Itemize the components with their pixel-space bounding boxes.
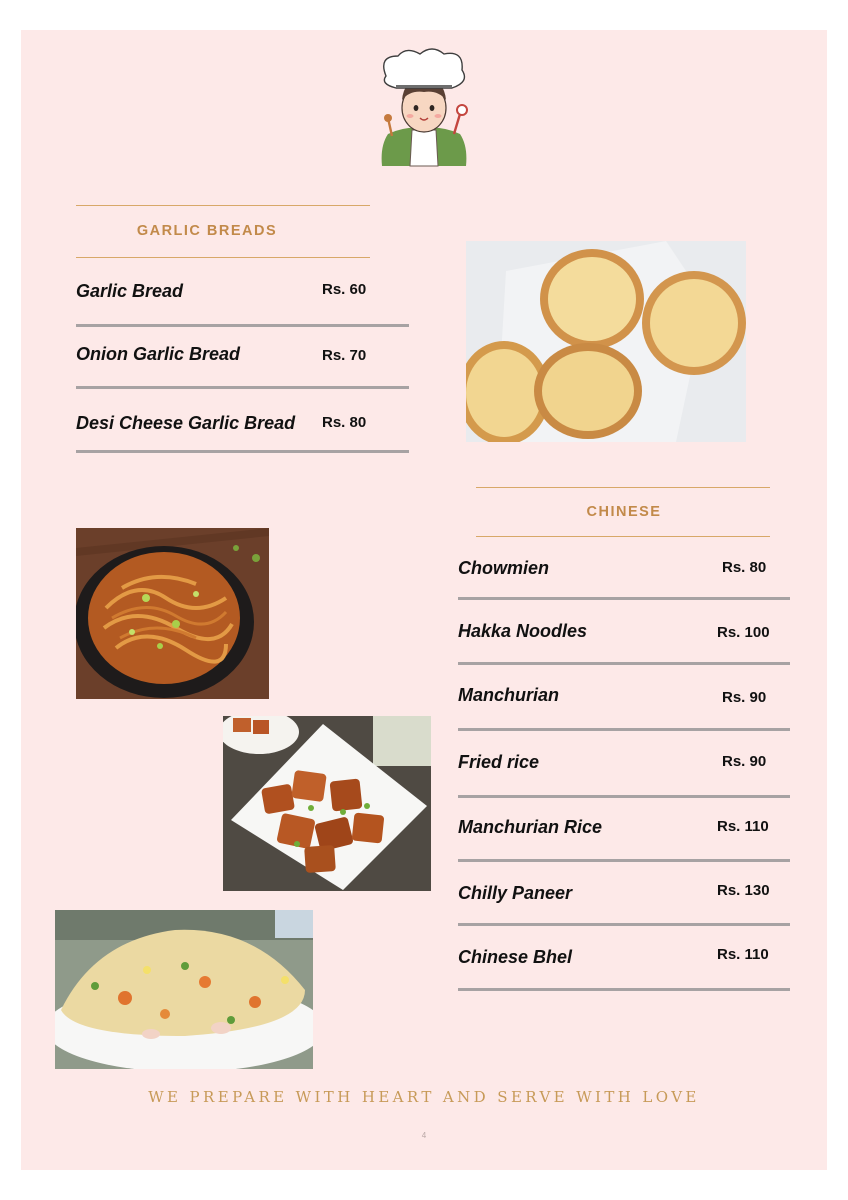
menu-item-name: Manchurian — [458, 685, 560, 705]
chinese-top-rule — [476, 487, 770, 488]
menu-item-name: Manchurian Rice — [458, 817, 603, 837]
chef-logo — [374, 48, 474, 170]
garlic-breads-bottom-rule — [76, 257, 370, 258]
page-number: 4 — [421, 1131, 427, 1140]
menu-item-price: Rs. 90 — [722, 753, 767, 770]
menu-item-price: Rs. 80 — [322, 414, 367, 431]
footer-tagline: WE PREPARE WITH HEART AND SERVE WITH LOVE — [148, 1088, 700, 1106]
garlic-breads-top-rule — [76, 205, 370, 206]
menu-item-name: Garlic Bread — [76, 281, 184, 301]
menu-item-price: Rs. 100 — [717, 624, 770, 641]
item-divider — [458, 597, 790, 600]
item-divider — [458, 795, 790, 798]
garlic-bread-photo — [466, 241, 746, 442]
menu-item-name: Chinese Bhel — [458, 947, 573, 967]
menu-item-name: Chilly Paneer — [458, 883, 573, 903]
menu-item-price: Rs. 80 — [722, 559, 767, 576]
item-divider — [76, 450, 409, 453]
chilly-paneer-photo — [223, 716, 431, 891]
item-divider — [458, 988, 790, 991]
item-divider — [458, 662, 790, 665]
menu-item-name: Onion Garlic Bread — [76, 344, 241, 364]
menu-item-name: Hakka Noodles — [458, 621, 588, 641]
item-divider — [76, 386, 409, 389]
menu-item-name: Fried rice — [458, 752, 540, 772]
menu-item-price: Rs. 60 — [322, 281, 367, 298]
item-divider — [458, 923, 790, 926]
menu-item-name: Chowmien — [458, 558, 550, 578]
chowmien-photo — [76, 528, 269, 699]
menu-item-name: Desi Cheese Garlic Bread — [76, 413, 296, 433]
menu-item-price: Rs. 90 — [722, 689, 767, 706]
item-divider — [458, 728, 790, 731]
item-divider — [458, 859, 790, 862]
fried-rice-photo — [55, 910, 313, 1069]
menu-item-price: Rs. 70 — [322, 347, 367, 364]
garlic-breads-heading: GARLIC BREADS — [136, 223, 278, 239]
chinese-heading: CHINESE — [586, 504, 662, 520]
chinese-bottom-rule — [476, 536, 770, 537]
menu-item-price: Rs. 110 — [717, 818, 769, 835]
item-divider — [76, 324, 409, 327]
menu-item-price: Rs. 130 — [717, 882, 770, 899]
menu-item-price: Rs. 110 — [717, 946, 769, 963]
